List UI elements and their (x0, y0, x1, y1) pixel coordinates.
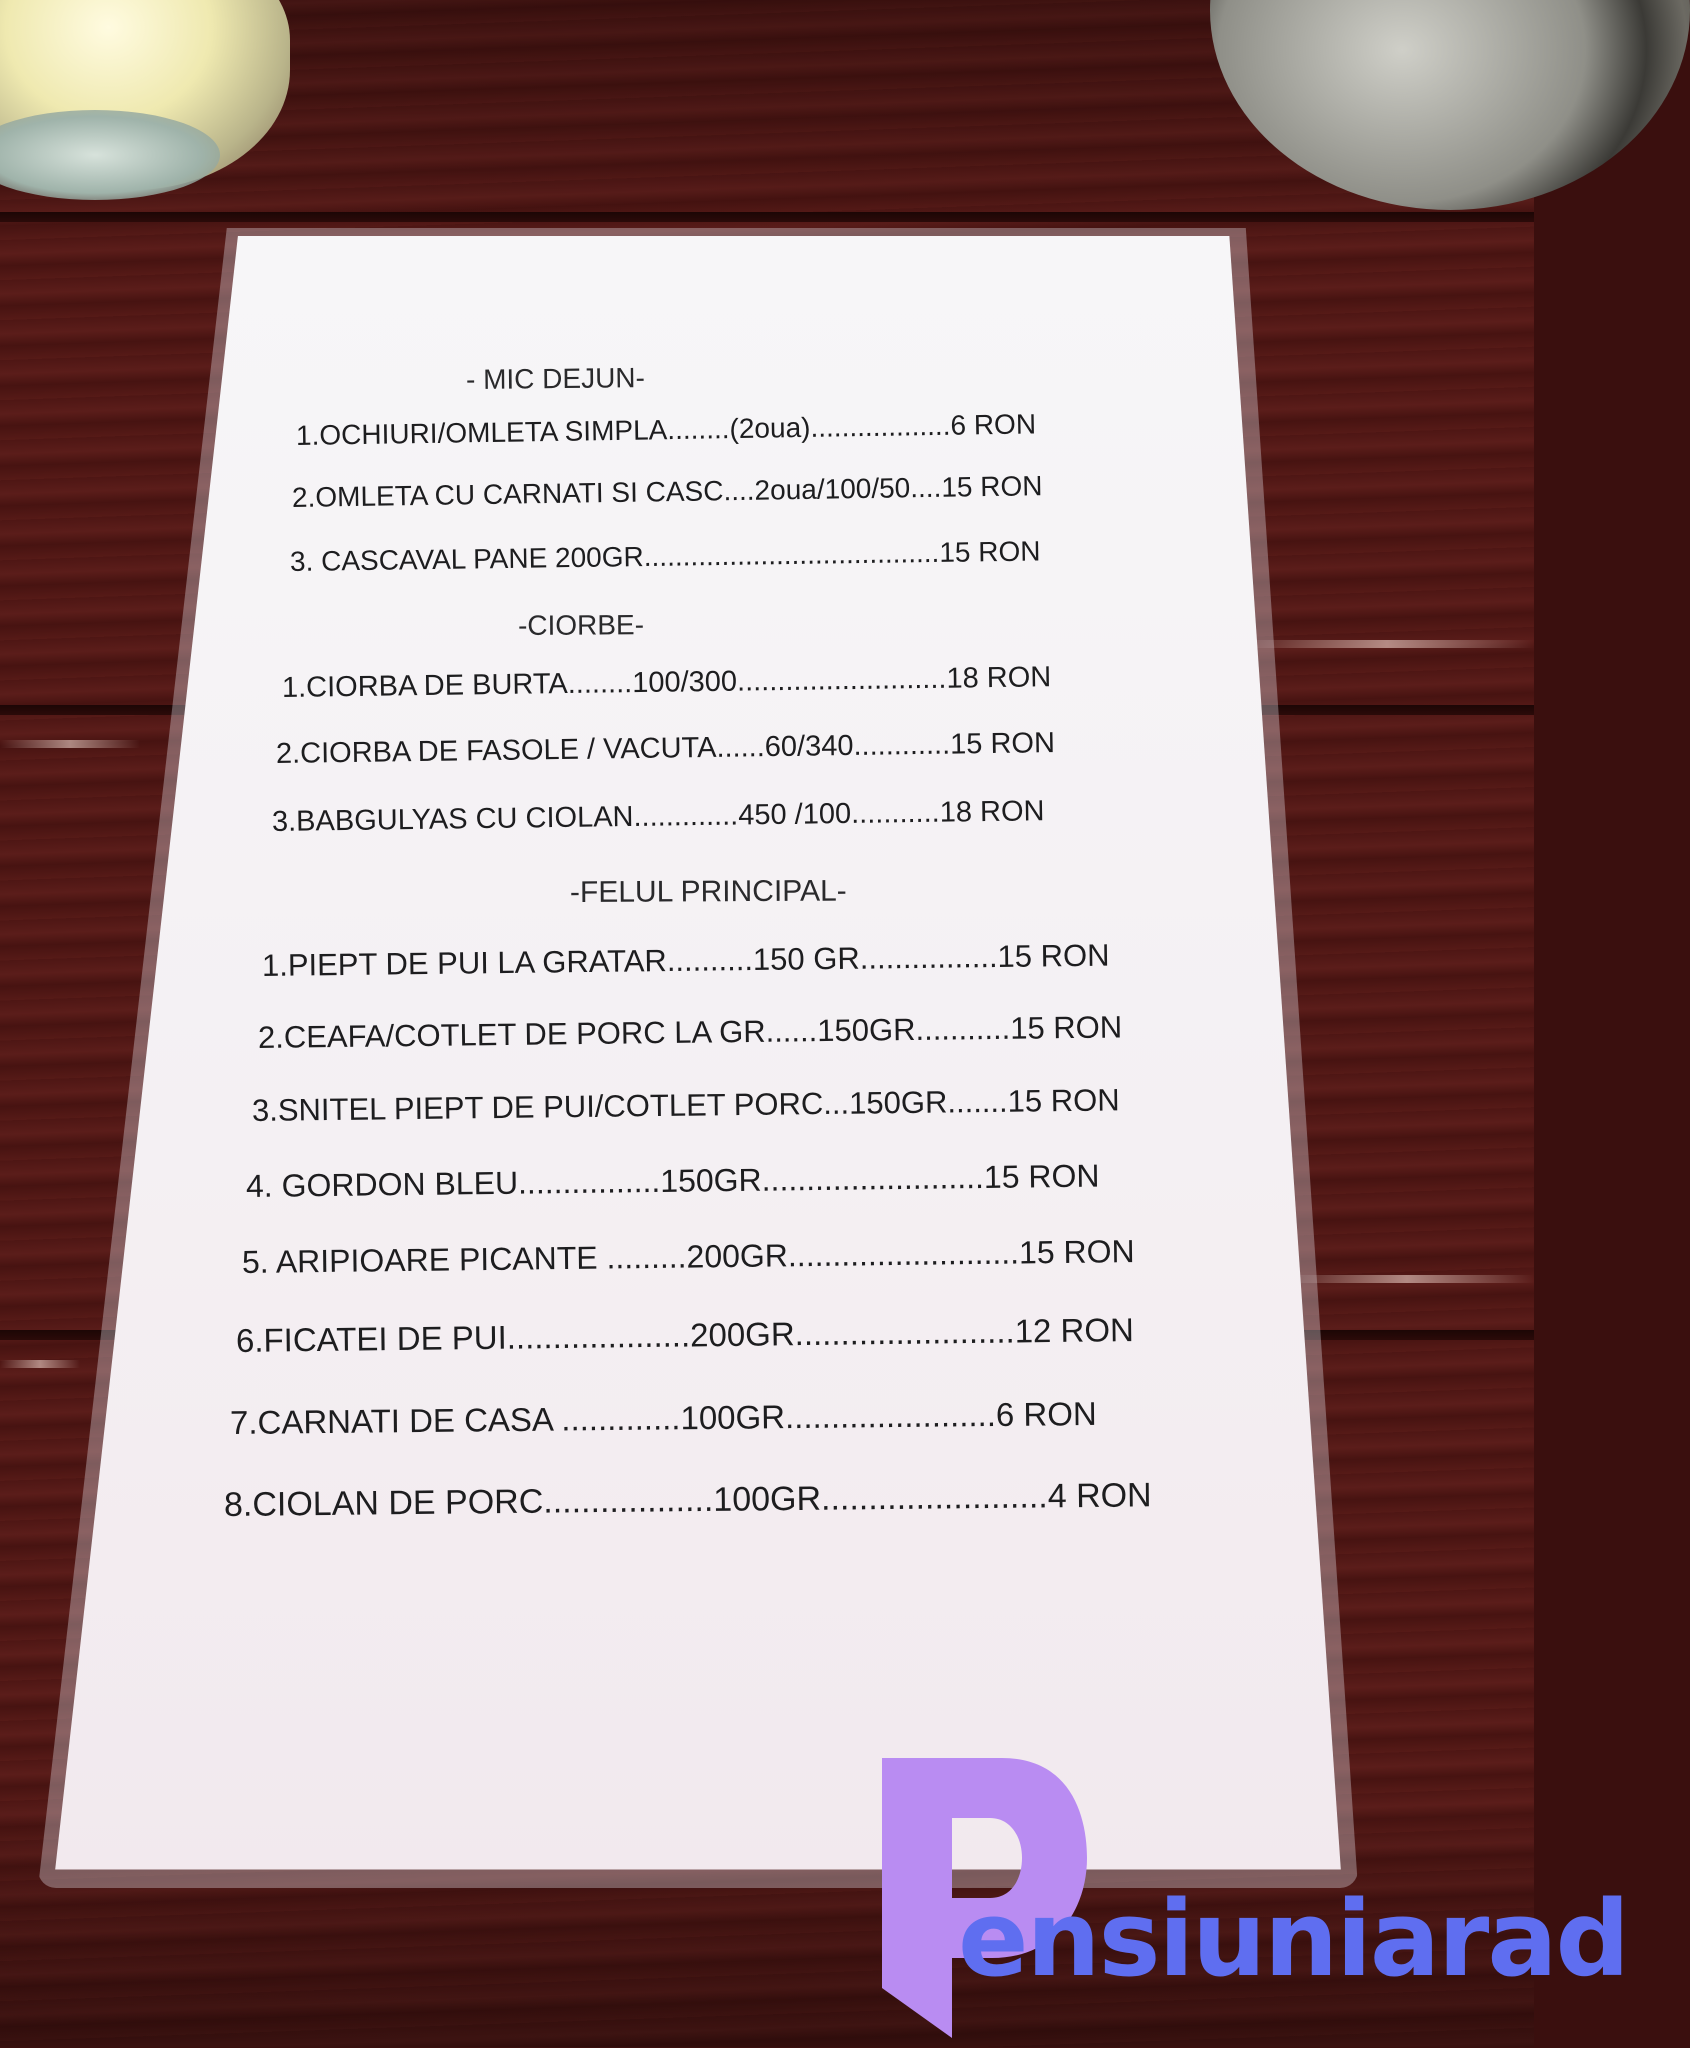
menu-item: 5. ARIPIOARE PICANTE .........200GR..........................15 RON (241, 1233, 1135, 1280)
menu-item: 2.OMLETA CU CARNATI SI CASC....2oua/100/50....15 RON (291, 470, 1043, 513)
menu-item: 3.SNITEL PIEPT DE PUI/COTLET PORC...150GR.......15 RON (251, 1082, 1120, 1128)
menu-item: 3.BABGULYAS CU CIOLAN.............450 /100...........18 RON (271, 795, 1045, 838)
menu-item: 2.CEAFA/COTLET DE PORC LA GR......150GR...........15 RON (257, 1009, 1123, 1055)
menu-item: 2.CIORBA DE FASOLE / VACUTA......60/340............15 RON (275, 727, 1056, 770)
section-heading-mic-dejun: - MIC DEJUN- (465, 362, 646, 395)
section-heading-ciorbe: -CIORBE- (517, 609, 645, 641)
watermark-text: ensiuniarad (958, 1878, 1628, 2000)
plank-highlight (0, 1360, 80, 1368)
menu-item: 1.PIEPT DE PUI LA GRATAR..........150 GR................15 RON (261, 937, 1110, 983)
plank-highlight (1280, 1275, 1534, 1283)
menu-item: 3. CASCAVAL PANE 200GR......................................15 RON (289, 535, 1041, 577)
section-heading-felul-principal: -FELUL PRINCIPAL- (569, 874, 847, 909)
menu-item: 7.CARNATI DE CASA .............100GR.......................6 RON (229, 1394, 1097, 1441)
plank-gap (0, 212, 1534, 222)
menu-item: 8.CIOLAN DE PORC..................100GR........................4 RON (223, 1476, 1152, 1524)
plank-highlight (0, 740, 140, 748)
menu-item: 6.FICATEI DE PUI....................200GR........................12 RON (235, 1311, 1135, 1359)
menu-item: 4. GORDON BLEU................150GR.........................15 RON (245, 1157, 1100, 1204)
menu-item: 1.OCHIURI/OMLETA SIMPLA........(2oua)..................6 RON (295, 408, 1037, 451)
menu-item: 1.CIORBA DE BURTA........100/300..........................18 RON (281, 661, 1052, 704)
plank-highlight (1240, 640, 1534, 648)
